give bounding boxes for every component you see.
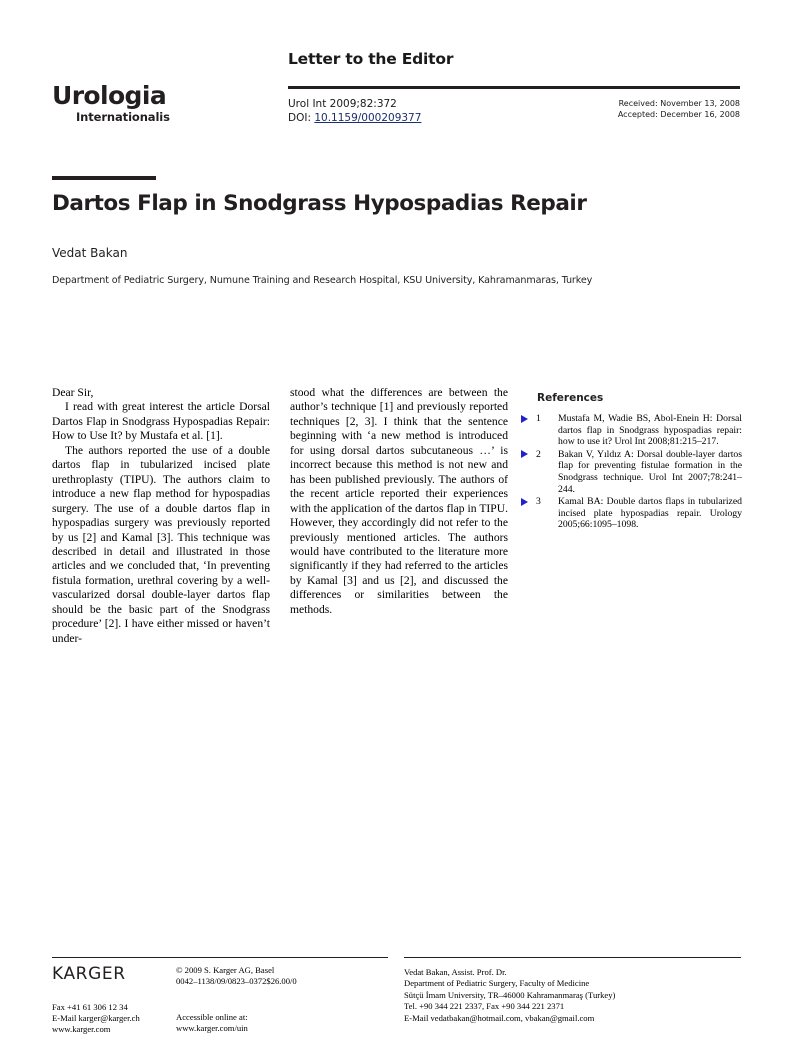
received-date: Received: November 13, 2008 — [618, 99, 740, 108]
page-kicker: Letter to the Editor — [288, 50, 454, 68]
contact-department: Department of Pediatric Surgery, Faculty of Medicine — [404, 978, 590, 989]
body-paragraph-2-part-b: stood what the differences are between the author’s technique [1] and previously reported techniques [2, 3]. I think that the sentence beginning with ‘a new method is introduced for using dorsal dartos subcutaneous …’ is incorrect because this method is not new and has been published previously. The authors of the recent article reported their experiences with the application of the dartos flap in TIPU. However, they accordingly did not refer to the previously mentioned articles. The authors would have contributed to the literature more significantly if they had referred to the articles by Kamal [3] and us [2], and discussed the differences or similarities between the methods. — [290, 386, 508, 616]
publisher-email[interactable]: E-Mail karger@karger.ch — [52, 1013, 140, 1024]
footer-rule-right — [404, 957, 741, 958]
issn-line: 0042–1138/09/0823–0372$26.00/0 — [176, 976, 297, 987]
reference-item — [537, 449, 742, 495]
contact-email[interactable]: E-Mail vedatbakan@hotmail.com, vbakan@gmail.com — [404, 1012, 595, 1023]
reference-number: 1 — [536, 413, 541, 424]
citation-line: Urol Int 2009;82:372 — [288, 98, 397, 110]
publisher-contact — [52, 1002, 140, 1036]
page-title: Dartos Flap in Snodgrass Hypospadias Repair — [52, 191, 587, 216]
reference-text: Mustafa M, Wadie BS, Abol-Enein H: Dorsal dartos flap in Snodgrass hypospadias repair: how to use it? Urol Int 2008;81:215–217. — [558, 413, 742, 448]
reference-number: 3 — [536, 496, 541, 508]
triangle-right-icon — [521, 498, 528, 506]
online-access-label: Accessible online at: — [176, 1012, 248, 1022]
references-heading: References — [537, 392, 604, 404]
footer-rule-left — [52, 957, 388, 958]
triangle-right-icon — [521, 450, 528, 458]
reference-number: 2 — [536, 448, 541, 460]
body-column-2 — [290, 386, 508, 617]
salutation: Dear Sir, — [52, 386, 94, 399]
reference-item — [537, 496, 742, 531]
submission-dates — [618, 98, 740, 120]
body-paragraph-1: I read with great interest the article Dorsal Dartos Flap in Snodgrass Hypospadias Repair: How to Use It? by Mustafa et al. [1]. — [52, 400, 270, 443]
publisher-logo: KARGER — [52, 964, 126, 984]
article-affiliation: Department of Pediatric Surgery, Numune Training and Research Hospital, KSU University, Kahramanmaras, Turkey — [52, 275, 593, 286]
reference-text: Bakan V, Yıldız A: Dorsal double-layer dartos flap for preventing fistulae formation in the Snodgrass technique. Urol Int 2007;78:241–244. — [558, 448, 742, 495]
publisher-fax: Fax +41 61 306 12 34 — [52, 1002, 128, 1012]
publisher-website[interactable]: www.karger.com — [52, 1024, 111, 1035]
title-rule — [52, 176, 156, 180]
doi-label: DOI: — [288, 112, 315, 124]
contact-name: Vedat Bakan, Assist. Prof. Dr. — [404, 967, 507, 977]
masthead-line-1: Urologia — [52, 81, 167, 110]
article-author: Vedat Bakan — [52, 246, 128, 260]
doi-link[interactable]: 10.1159/000209377 — [314, 112, 422, 124]
body-column-1 — [52, 386, 270, 646]
body-paragraph-2-part-a: The authors reported the use of a double dartos flap in tubularized incised plate urethroplasty (TIPU). The authors claim to introduce a new flap method for hypospadias surgery. The use of a double dartos flap in hypospadias surgery was previously reported by us [2] and Kamal [3]. This technique was described in detail and illustrated in those articles and we concluded that, ‘In preventing fistula formation, urethral covering by a well-vascularized dorsal double-layer dartos flap should be the basic part of the Snodgrass procedure’ [2]. I have either missed or haven’t under- — [52, 443, 270, 645]
contact-telephone: Tel. +90 344 221 2337, Fax +90 344 221 2371 — [404, 1001, 565, 1012]
references-section — [537, 392, 742, 532]
online-access-url[interactable]: www.karger.com/uin — [176, 1023, 248, 1034]
doi-line — [288, 111, 421, 125]
journal-citation — [288, 97, 421, 125]
corresponding-author-contact — [404, 967, 615, 1024]
masthead-line-2: Internationalis — [76, 110, 170, 124]
online-access-block — [176, 1012, 248, 1034]
accepted-date: Accepted: December 16, 2008 — [617, 110, 740, 119]
contact-university: Sütçü İmam University, TR–46000 Kahramanmaraş (Turkey) — [404, 989, 616, 1000]
reference-item — [537, 413, 742, 448]
triangle-right-icon — [521, 415, 528, 423]
reference-text: Kamal BA: Double dartos flaps in tubularized incised plate hypospadias repair. Urology 2005;66:1095–1098. — [558, 496, 742, 531]
journal-masthead — [52, 82, 252, 124]
header-rule — [288, 86, 740, 89]
copyright-line: © 2009 S. Karger AG, Basel — [176, 965, 275, 975]
copyright-block — [176, 965, 297, 987]
